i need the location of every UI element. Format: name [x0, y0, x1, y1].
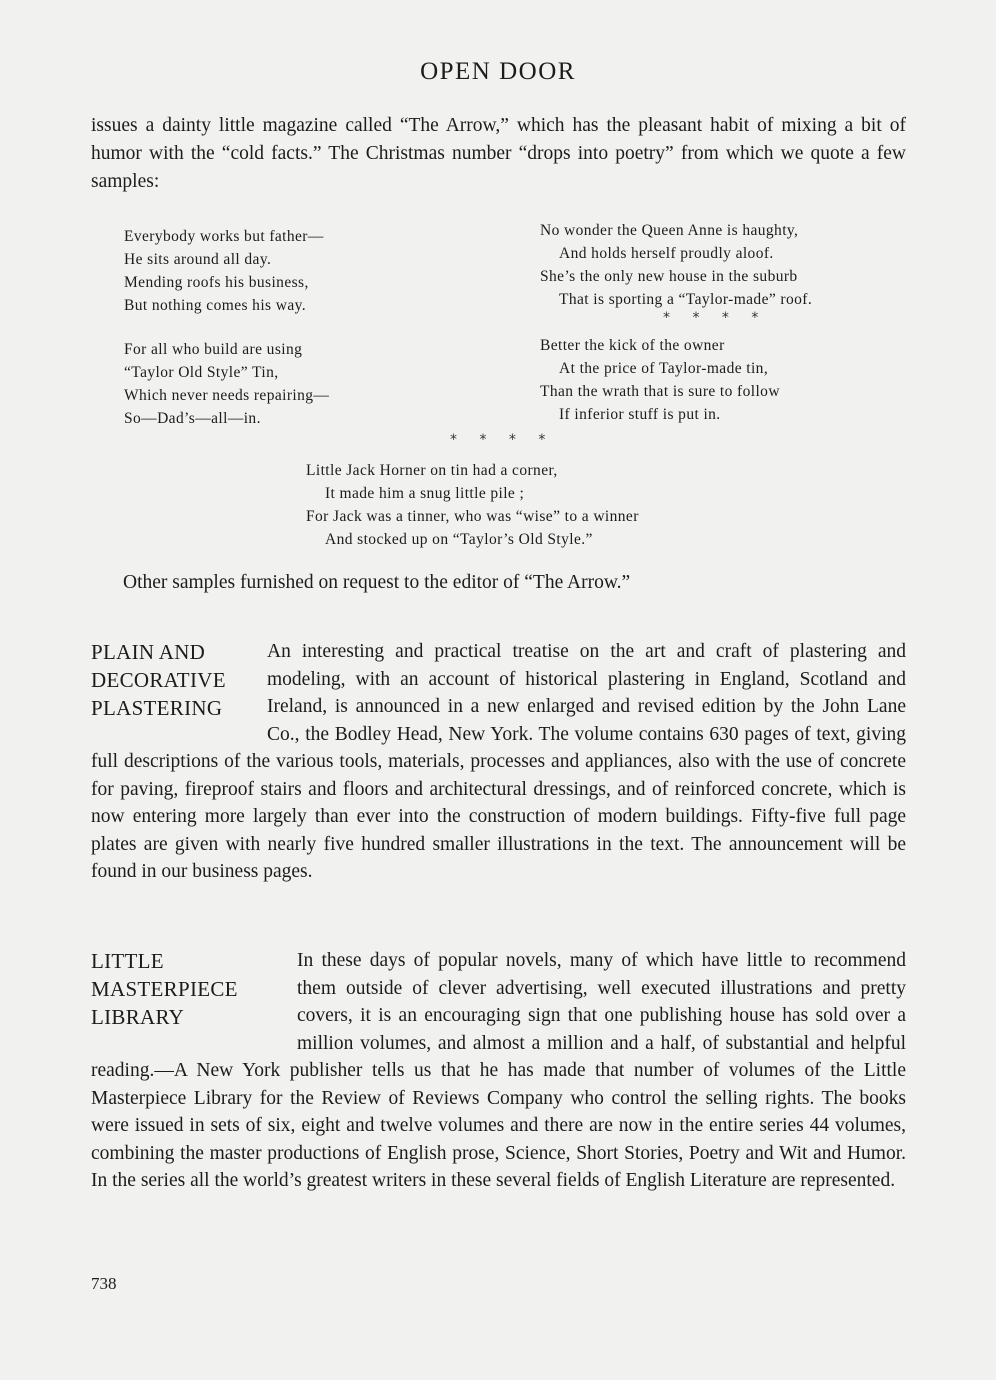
heading-line: PLASTERING: [91, 696, 223, 720]
section-body: In these days of popular novels, many of which have little to recommend them outside of clever advertising, well executed illustrations and pretty covers, it is an encouraging sign that one publishing house has sold over a million volumes, and almost a million and a half, of substantial and helpful reading.—A New York publisher tells us that he has made that number of volumes of the Little Masterpiece Library for the Review of Reviews Company who control the selling rights. The books were issued in sets of six, eight and twelve volumes and there are now in the entire series 44 volumes, combining the master productions of English prose, Science, Short Stories, Poetry and Wit and Humor. In the series all the world’s greatest writers in these several fields of English Literature are represented.: [91, 950, 906, 1191]
poem-line: He sits around all day.: [124, 251, 272, 268]
poem-line: Which never needs repairing—: [124, 387, 330, 404]
poem-line: Little Jack Horner on tin had a corner,: [306, 462, 558, 479]
poem-line: She’s the only new house in the suburb: [540, 268, 798, 285]
heading-line: MASTERPIECE: [91, 977, 238, 1001]
poem-right-top: [540, 219, 812, 311]
poem-line: If inferior stuff is put in.: [559, 406, 721, 423]
poem-line: So—Dad’s—all—in.: [124, 410, 261, 427]
heading-line: DECORATIVE: [91, 668, 226, 692]
section-library: [91, 947, 906, 1195]
section-plastering: [91, 638, 906, 886]
heading-line: LITTLE: [91, 949, 164, 973]
poem-line: For Jack was a tinner, who was “wise” to a winner: [306, 508, 639, 525]
intro-paragraph: issues a dainty little magazine called “The Arrow,” which has the pleasant habit of mixing a bit of humor with the “cold facts.” The Christmas number “drops into poetry” from which we quote a few samples:: [91, 115, 906, 192]
poem-left-bottom: [124, 338, 329, 430]
section-body: An interesting and practical treatise on the art and craft of plastering and modeling, with an account of historical plastering in England, Scotland and Ireland, is announced in a new enlarged and revised edition by the John Lane Co., the Bodley Head, New York. The volume contains 630 pages of text, giving full descriptions of the various tools, materials, processes and appliances, also with the use of concrete for paving, fireproof stairs and floors and architectural dressings, and of reinforced concrete, which is now entering more largely than ever into the construction of modern buildings. Fifty-five full page plates are given with nearly five hundred smaller illustrations in the text. The announcement will be found in our business pages.: [91, 641, 906, 882]
poem-right-bottom: [540, 334, 780, 426]
closing-line: Other samples furnished on request to the editor of “The Arrow.”: [123, 572, 631, 593]
poem-line: Than the wrath that is sure to follow: [540, 383, 780, 400]
section-heading: [91, 947, 297, 1031]
running-head: OPEN DOOR: [420, 58, 576, 85]
poem-line: That is sporting a “Taylor-made” roof.: [559, 291, 813, 308]
poem-line: “Taylor Old Style” Tin,: [124, 364, 279, 381]
poem-left-top: [124, 225, 324, 317]
section-heading: [91, 638, 267, 722]
poem-center: [306, 459, 639, 551]
heading-line: LIBRARY: [91, 1005, 185, 1029]
page-number: 738: [91, 1274, 117, 1293]
poem-line: No wonder the Queen Anne is haughty,: [540, 222, 799, 239]
poem-line: At the price of Taylor-made tin,: [559, 360, 769, 377]
heading-line: PLAIN AND: [91, 640, 206, 664]
poem-line: It made him a snug little pile ;: [325, 485, 525, 502]
poem-line: Everybody works but father—: [124, 228, 324, 245]
poem-line: But nothing comes his way.: [124, 297, 307, 314]
stanza-separator: * * * *: [450, 432, 555, 448]
poem-line: And stocked up on “Taylor’s Old Style.”: [325, 531, 593, 548]
poem-line: And holds herself proudly aloof.: [559, 245, 774, 262]
poem-line: For all who build are using: [124, 341, 303, 358]
poem-line: Better the kick of the owner: [540, 337, 725, 354]
stanza-separator: * * * *: [663, 310, 768, 326]
poem-line: Mending roofs his business,: [124, 274, 309, 291]
